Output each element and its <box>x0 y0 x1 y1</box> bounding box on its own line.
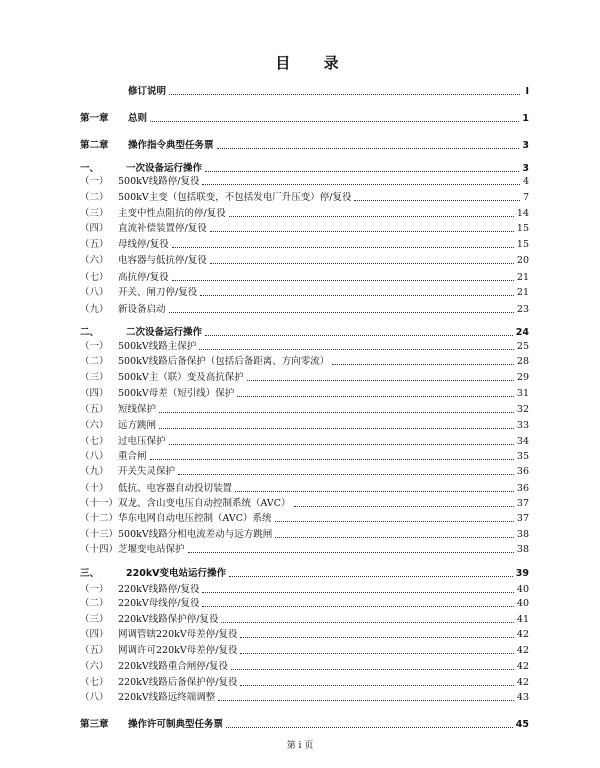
toc-entry-page: 14 <box>516 208 529 219</box>
toc-entry-number: （十） <box>80 483 109 494</box>
toc-dot-leader <box>221 622 513 623</box>
toc-entry[interactable] <box>80 238 529 251</box>
toc-entry[interactable] <box>80 482 529 495</box>
toc-dot-leader <box>150 459 514 460</box>
toc-entry-label: 500kV线路分相电流差动与远方跳闸 <box>118 529 273 540</box>
toc-dot-leader <box>202 606 513 607</box>
toc-entry-number: （七） <box>80 677 109 688</box>
toc-dot-leader <box>169 312 514 313</box>
toc-entry-number: （一） <box>80 176 109 187</box>
toc-entry-page: 15 <box>516 239 529 250</box>
toc-entry-label: 220kV线路远终端调整 <box>118 692 216 703</box>
toc-dot-leader <box>169 94 520 95</box>
toc-dot-leader <box>275 537 514 538</box>
toc-entry-number: （十四） <box>80 544 119 555</box>
toc-entry-number: （十三） <box>80 529 119 540</box>
toc-entry-label: 220kV线路保护停/复役 <box>118 614 219 625</box>
toc-entry-label: 操作指令典型任务票 <box>128 140 214 151</box>
toc-entry-page: 38 <box>516 529 529 540</box>
toc-entry-page: 37 <box>516 498 529 509</box>
toc-entry[interactable] <box>80 583 529 596</box>
toc-entry-label: 过电压保护 <box>118 436 166 447</box>
toc-entry-number: （六） <box>80 661 109 672</box>
toc-entry[interactable] <box>80 676 529 689</box>
toc-dot-leader <box>240 637 513 638</box>
toc-entry-number: 三、 <box>80 568 100 579</box>
toc-dot-leader <box>226 727 513 728</box>
toc-entry[interactable] <box>80 387 529 400</box>
toc-dot-leader <box>169 444 514 445</box>
toc-entry-label: 500kV主（联）变及高抗保护 <box>118 372 244 383</box>
toc-dot-leader <box>240 653 513 654</box>
toc-entry[interactable] <box>80 613 529 626</box>
toc-entry-number: （一） <box>80 584 109 595</box>
toc-entry-label: 总则 <box>128 113 148 124</box>
toc-dot-leader <box>159 428 514 429</box>
toc-entry-page: 7 <box>522 192 529 203</box>
toc-entry[interactable] <box>80 162 529 175</box>
toc-entry-number: （四） <box>80 223 109 234</box>
toc-entry[interactable] <box>80 567 529 580</box>
toc-entry-number: （七） <box>80 436 109 447</box>
toc-entry-page: I <box>525 86 529 97</box>
toc-entry[interactable] <box>80 497 529 510</box>
toc-entry-page: 35 <box>516 451 529 462</box>
toc-entry-page: 3 <box>522 140 529 151</box>
toc-dot-leader <box>202 592 513 593</box>
toc-entry[interactable] <box>80 644 529 657</box>
toc-entry-page: 42 <box>516 677 529 688</box>
toc-entry-number: （三） <box>80 372 109 383</box>
toc-entry-number: 第一章 <box>80 113 109 124</box>
toc-entry[interactable] <box>80 271 529 284</box>
toc-entry-number: （六） <box>80 420 109 431</box>
toc-entry-label: 220kV线路后备保护停/复役 <box>118 677 238 688</box>
toc-entry[interactable] <box>80 222 529 235</box>
toc-entry-page: 40 <box>516 584 529 595</box>
toc-entry-label: 短线保护 <box>118 404 157 415</box>
toc-entry-label: 500kV线路后备保护（包括后备距离、方向零流） <box>118 356 330 367</box>
toc-entry[interactable] <box>80 207 529 220</box>
toc-entry-page: 41 <box>516 614 529 625</box>
toc-dot-leader <box>200 295 514 296</box>
toc-entry-page: 36 <box>516 483 529 494</box>
toc-entry-number: （十一） <box>80 498 119 509</box>
toc-entry-label: 一次设备运行操作 <box>126 163 203 174</box>
toc-entry[interactable] <box>80 718 529 731</box>
toc-entry[interactable] <box>80 403 529 416</box>
toc-entry-label: 修订说明 <box>128 86 167 97</box>
toc-entry-label: 开关失灵保护 <box>118 466 176 477</box>
toc-entry-page: 4 <box>522 176 529 187</box>
toc-entry-label: 芝堰变电站保护 <box>118 544 185 555</box>
toc-entry-number: 二、 <box>80 327 100 338</box>
toc-entry-label: 500kV线路停/复役 <box>118 176 200 187</box>
toc-entry-number: （十二） <box>80 513 119 524</box>
toc-entry-page: 23 <box>516 304 529 315</box>
toc-entry-number: （八） <box>80 287 109 298</box>
toc-entry-page: 34 <box>516 436 529 447</box>
toc-entry-number: （八） <box>80 692 109 703</box>
toc-entry-number: （二） <box>80 356 109 367</box>
toc-entry-number: （三） <box>80 614 109 625</box>
toc-entry[interactable] <box>80 597 529 610</box>
toc-entry-number: （六） <box>80 255 109 266</box>
toc-entry-number: （七） <box>80 272 109 283</box>
toc-dot-leader <box>172 247 514 248</box>
toc-entry-page: 36 <box>516 466 529 477</box>
toc-entry-label: 220kV线路重合闸停/复役 <box>118 661 228 672</box>
toc-entry-page: 28 <box>516 356 529 367</box>
toc-entry-page: 1 <box>522 113 529 124</box>
toc-dot-leader <box>178 474 514 475</box>
toc-entry-number: （九） <box>80 466 109 477</box>
toc-dot-leader <box>275 521 514 522</box>
toc-dot-leader <box>150 121 519 122</box>
toc-entry-label: 开关、闸刀停/复役 <box>118 287 198 298</box>
toc-dot-leader <box>205 335 513 336</box>
toc-entry-page: 15 <box>516 223 529 234</box>
toc-entry-page: 33 <box>516 420 529 431</box>
toc-entry-page: 39 <box>515 568 529 579</box>
toc-dot-leader <box>231 669 514 670</box>
toc-entry[interactable] <box>80 691 529 704</box>
toc-entry-page: 43 <box>516 692 529 703</box>
toc-dot-leader <box>237 396 514 397</box>
toc-entry[interactable] <box>80 543 529 556</box>
toc-entry[interactable] <box>80 435 529 448</box>
toc-entry[interactable] <box>80 303 529 316</box>
toc-entry-label: 主变中性点阻抗的停/复役 <box>118 208 226 219</box>
toc-entry-page: 29 <box>516 372 529 383</box>
page-title: 目 录 <box>275 54 353 72</box>
toc-entry-label: 直流补偿装置停/复役 <box>118 223 207 234</box>
toc-entry-number: （二） <box>80 598 109 609</box>
toc-entry[interactable] <box>80 419 529 432</box>
toc-dot-leader <box>247 380 514 381</box>
toc-entry-label: 重合闸 <box>118 451 147 462</box>
toc-entry[interactable] <box>80 85 529 98</box>
toc-entry[interactable] <box>80 450 529 463</box>
toc-entry-number: 第二章 <box>80 140 109 151</box>
toc-entry-page: 24 <box>515 327 529 338</box>
toc-entry-number: （一） <box>80 341 109 352</box>
toc-entry-label: 220kV母线停/复役 <box>118 598 200 609</box>
toc-entry-page: 32 <box>516 404 529 415</box>
toc-entry-page: 42 <box>516 629 529 640</box>
toc-entry-number: （四） <box>80 629 109 640</box>
toc-entry-number: （二） <box>80 192 109 203</box>
toc-entry-number: （三） <box>80 208 109 219</box>
toc-entry-number: （八） <box>80 451 109 462</box>
toc-dot-leader <box>229 576 513 577</box>
toc-entry[interactable] <box>80 371 529 384</box>
toc-entry-number: 一、 <box>80 163 100 174</box>
toc-entry-number: （五） <box>80 239 109 250</box>
toc-entry-label: 500kV线路主保护 <box>118 341 197 352</box>
toc-entry-label: 电容器与低抗停/复役 <box>118 255 207 266</box>
toc-entry-label: 低抗、电容器自动投切装置 <box>118 483 233 494</box>
toc-entry[interactable] <box>80 465 529 478</box>
toc-entry[interactable] <box>80 112 529 125</box>
toc-entry[interactable] <box>80 528 529 541</box>
toc-entry-page: 42 <box>516 661 529 672</box>
toc-entry-label: 新设备启动 <box>118 304 166 315</box>
toc-entry-page: 42 <box>516 645 529 656</box>
toc-entry-page: 45 <box>515 719 529 730</box>
toc-dot-leader <box>332 364 514 365</box>
toc-entry-label: 华东电网自动电压控制（AVC）系统 <box>118 513 272 524</box>
toc-entry-page: 21 <box>516 272 529 283</box>
toc-entry[interactable] <box>80 355 529 368</box>
toc-entry-label: 远方跳闸 <box>118 420 157 431</box>
toc-entry[interactable] <box>80 175 529 188</box>
toc-entry-number: 第三章 <box>80 719 109 730</box>
toc-dot-leader <box>210 263 514 264</box>
toc-dot-leader <box>172 280 514 281</box>
toc-dot-leader <box>235 491 514 492</box>
toc-entry-label: 母线停/复役 <box>118 239 169 250</box>
toc-entry[interactable] <box>80 286 529 299</box>
toc-dot-leader <box>218 700 514 701</box>
toc-entry-label: 双龙、含山变电压自动控制系统（AVC） <box>118 498 291 509</box>
toc-entry[interactable] <box>80 254 529 267</box>
toc-dot-leader <box>354 200 520 201</box>
toc-dot-leader <box>199 349 514 350</box>
toc-dot-leader <box>159 412 514 413</box>
toc-dot-leader <box>210 231 514 232</box>
toc-entry-number: （四） <box>80 388 109 399</box>
toc-entry-label: 二次设备运行操作 <box>126 327 203 338</box>
toc-entry-page: 20 <box>516 255 529 266</box>
toc-entry[interactable] <box>80 628 529 641</box>
page-footer: 第 i 页 <box>286 741 314 751</box>
toc-dot-leader <box>229 216 514 217</box>
toc-entry[interactable] <box>80 326 529 339</box>
toc-dot-leader <box>205 171 519 172</box>
toc-dot-leader <box>202 184 520 185</box>
toc-entry[interactable] <box>80 139 529 152</box>
toc-entry[interactable] <box>80 191 529 204</box>
toc-entry-page: 40 <box>516 598 529 609</box>
toc-entry-number: （五） <box>80 645 109 656</box>
toc-dot-leader <box>188 552 514 553</box>
toc-entry-label: 网调许可220kV母差停/复役 <box>118 645 238 656</box>
toc-dot-leader <box>240 685 513 686</box>
toc-entry-label: 500kV母差（短引线）保护 <box>118 388 235 399</box>
toc-entry-page: 38 <box>516 544 529 555</box>
toc-entry[interactable] <box>80 512 529 525</box>
toc-entry-label: 500kV主变（包括联变，不包括发电厂升压变）停/复役 <box>118 192 352 203</box>
toc-entry-number: （九） <box>80 304 109 315</box>
toc-entry-label: 网调管辖220kV母差停/复役 <box>118 629 238 640</box>
toc-dot-leader <box>294 506 514 507</box>
toc-entry[interactable] <box>80 660 529 673</box>
toc-entry-label: 操作许可制典型任务票 <box>128 719 224 730</box>
toc-entry-label: 220kV变电站运行操作 <box>126 568 227 579</box>
toc-entry-number: （五） <box>80 404 109 415</box>
toc-entry-label: 高抗停/复役 <box>118 272 169 283</box>
toc-entry-page: 25 <box>516 341 529 352</box>
toc-entry-label: 220kV线路停/复役 <box>118 584 200 595</box>
toc-entry-page: 3 <box>522 163 529 174</box>
toc-entry-page: 21 <box>516 287 529 298</box>
toc-entry-page: 31 <box>516 388 529 399</box>
toc-entry[interactable] <box>80 340 529 353</box>
toc-entry-page: 37 <box>516 513 529 524</box>
toc-dot-leader <box>217 148 520 149</box>
